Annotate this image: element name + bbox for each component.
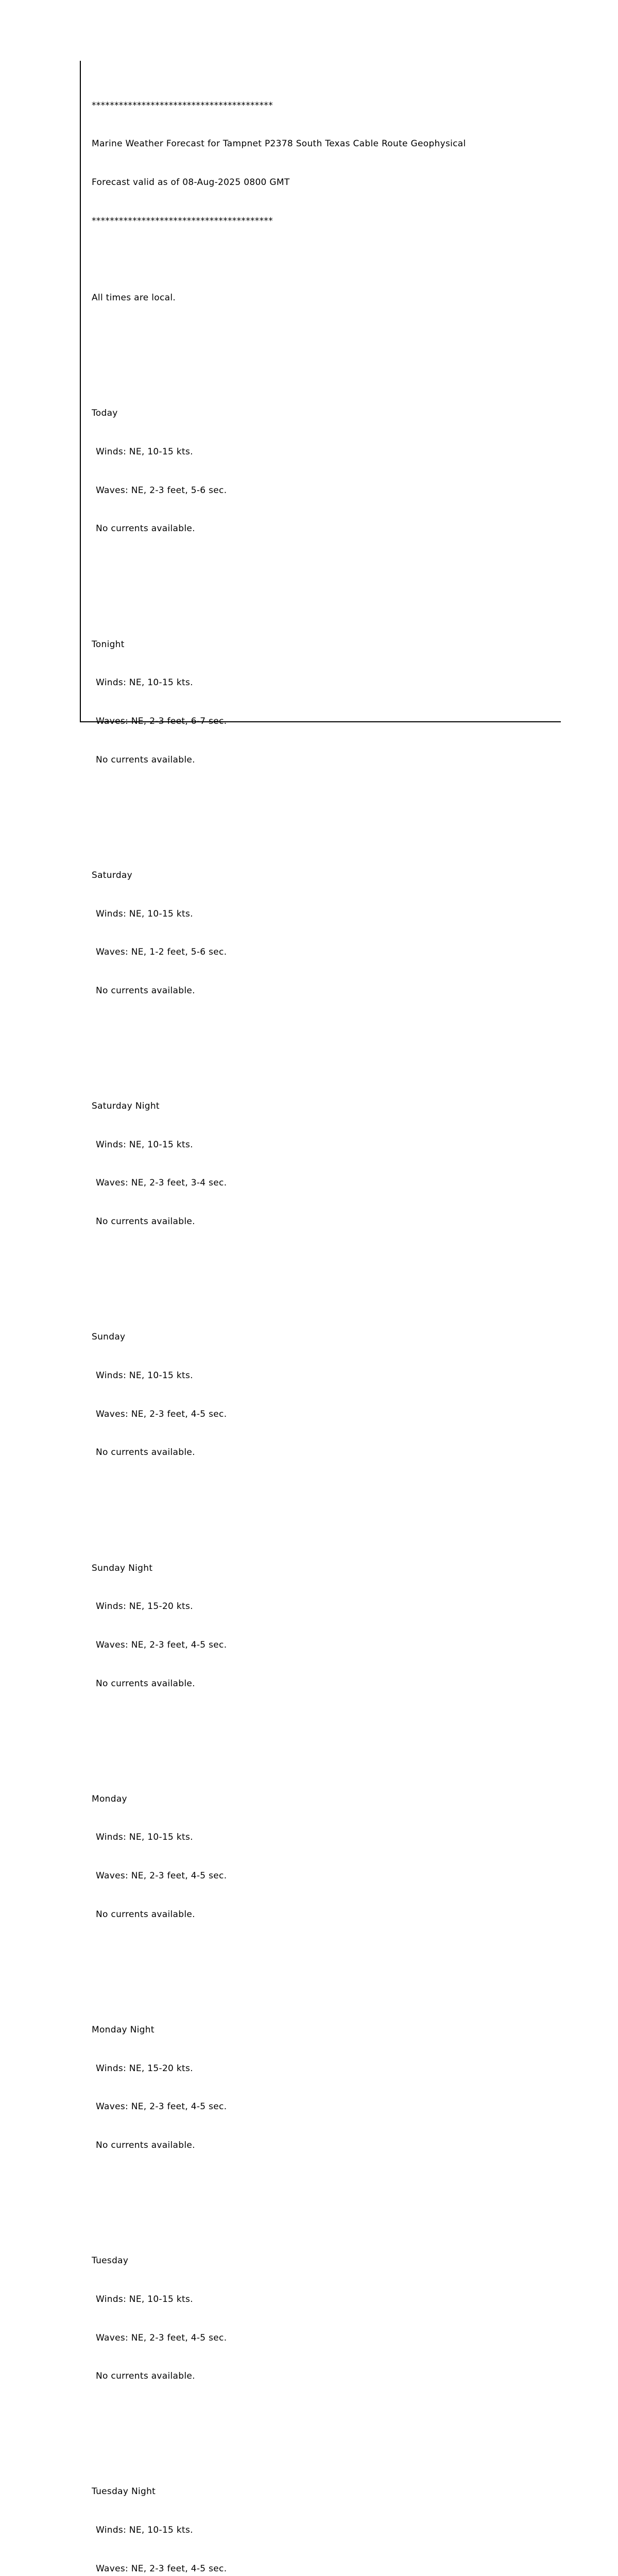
section-currents: No currents available. <box>96 2371 195 2382</box>
timezone-note: All times are local. <box>92 293 176 303</box>
section-title: Tuesday <box>92 2256 129 2266</box>
section-winds: Winds: NE, 10-15 kts. <box>96 1832 193 1843</box>
spacer <box>92 253 555 266</box>
forecast-section-tuesday <box>92 2229 555 2409</box>
section-waves: Waves: NE, 2-3 feet, 4-5 sec. <box>96 1871 227 1882</box>
section-currents: No currents available. <box>96 2140 195 2151</box>
forecast-section-monday <box>92 1767 555 1947</box>
section-title: Today <box>92 408 118 419</box>
section-winds: Winds: NE, 15-20 kts. <box>96 1601 193 1612</box>
section-title: Sunday Night <box>92 1563 153 1573</box>
section-title: Monday Night <box>92 2025 154 2035</box>
section-winds: Winds: NE, 10-15 kts. <box>96 447 193 457</box>
section-winds: Winds: NE, 10-15 kts. <box>96 1370 193 1381</box>
document-valid-date: Forecast valid as of 08-Aug-2025 0800 GMT <box>92 177 290 188</box>
divider-top: **************************************** <box>92 100 273 111</box>
section-currents: No currents available. <box>96 754 195 765</box>
section-currents: No currents available. <box>96 985 195 996</box>
section-winds: Winds: NE, 10-15 kts. <box>96 677 193 688</box>
section-waves: Waves: NE, 2-3 feet, 3-4 sec. <box>96 1178 227 1189</box>
section-title: Tonight <box>92 639 125 650</box>
forecast-section-tonight <box>92 613 555 792</box>
section-title: Saturday Night <box>92 1101 160 1112</box>
section-title: Saturday <box>92 870 133 880</box>
spacer <box>92 330 555 343</box>
section-currents: No currents available. <box>96 1447 195 1458</box>
forecast-section-today <box>92 382 555 562</box>
section-winds: Winds: NE, 15-20 kts. <box>96 2063 193 2074</box>
section-title: Tuesday Night <box>92 2486 156 2497</box>
section-currents: No currents available. <box>96 1909 195 1920</box>
forecast-section-tuesday-night <box>92 2460 555 2576</box>
section-title: Sunday <box>92 1332 126 1343</box>
section-winds: Winds: NE, 10-15 kts. <box>96 908 193 919</box>
section-waves: Waves: NE, 2-3 feet, 4-5 sec. <box>96 1409 227 1419</box>
section-winds: Winds: NE, 10-15 kts. <box>96 2525 193 2536</box>
section-winds: Winds: NE, 10-15 kts. <box>96 2294 193 2304</box>
forecast-section-monday-night <box>92 1998 555 2178</box>
divider-bottom: **************************************** <box>92 215 273 226</box>
section-currents: No currents available. <box>96 523 195 534</box>
forecast-section-sunday <box>92 1305 555 1485</box>
document-title: Marine Weather Forecast for Tampnet P2378 South Texas Cable Route Geophysical <box>92 139 466 149</box>
section-waves: Waves: NE, 2-3 feet, 5-6 sec. <box>96 485 227 496</box>
forecast-document <box>92 61 555 2576</box>
section-waves: Waves: NE, 2-3 feet, 4-5 sec. <box>96 1639 227 1650</box>
section-waves: Waves: NE, 2-3 feet, 4-5 sec. <box>96 2102 227 2112</box>
forecast-section-saturday-night <box>92 1074 555 1254</box>
section-currents: No currents available. <box>96 1678 195 1689</box>
section-waves: Waves: NE, 2-3 feet, 4-5 sec. <box>96 2332 227 2343</box>
forecast-section-saturday <box>92 843 555 1023</box>
section-waves: Waves: NE, 2-3 feet, 4-5 sec. <box>96 2563 227 2574</box>
section-waves: Waves: NE, 1-2 feet, 5-6 sec. <box>96 947 227 958</box>
section-title: Monday <box>92 1793 127 1804</box>
forecast-section-sunday-night <box>92 1536 555 1716</box>
section-winds: Winds: NE, 10-15 kts. <box>96 1139 193 1150</box>
section-waves: Waves: NE, 2-3 feet, 6-7 sec. <box>96 716 227 726</box>
section-currents: No currents available. <box>96 1216 195 1227</box>
